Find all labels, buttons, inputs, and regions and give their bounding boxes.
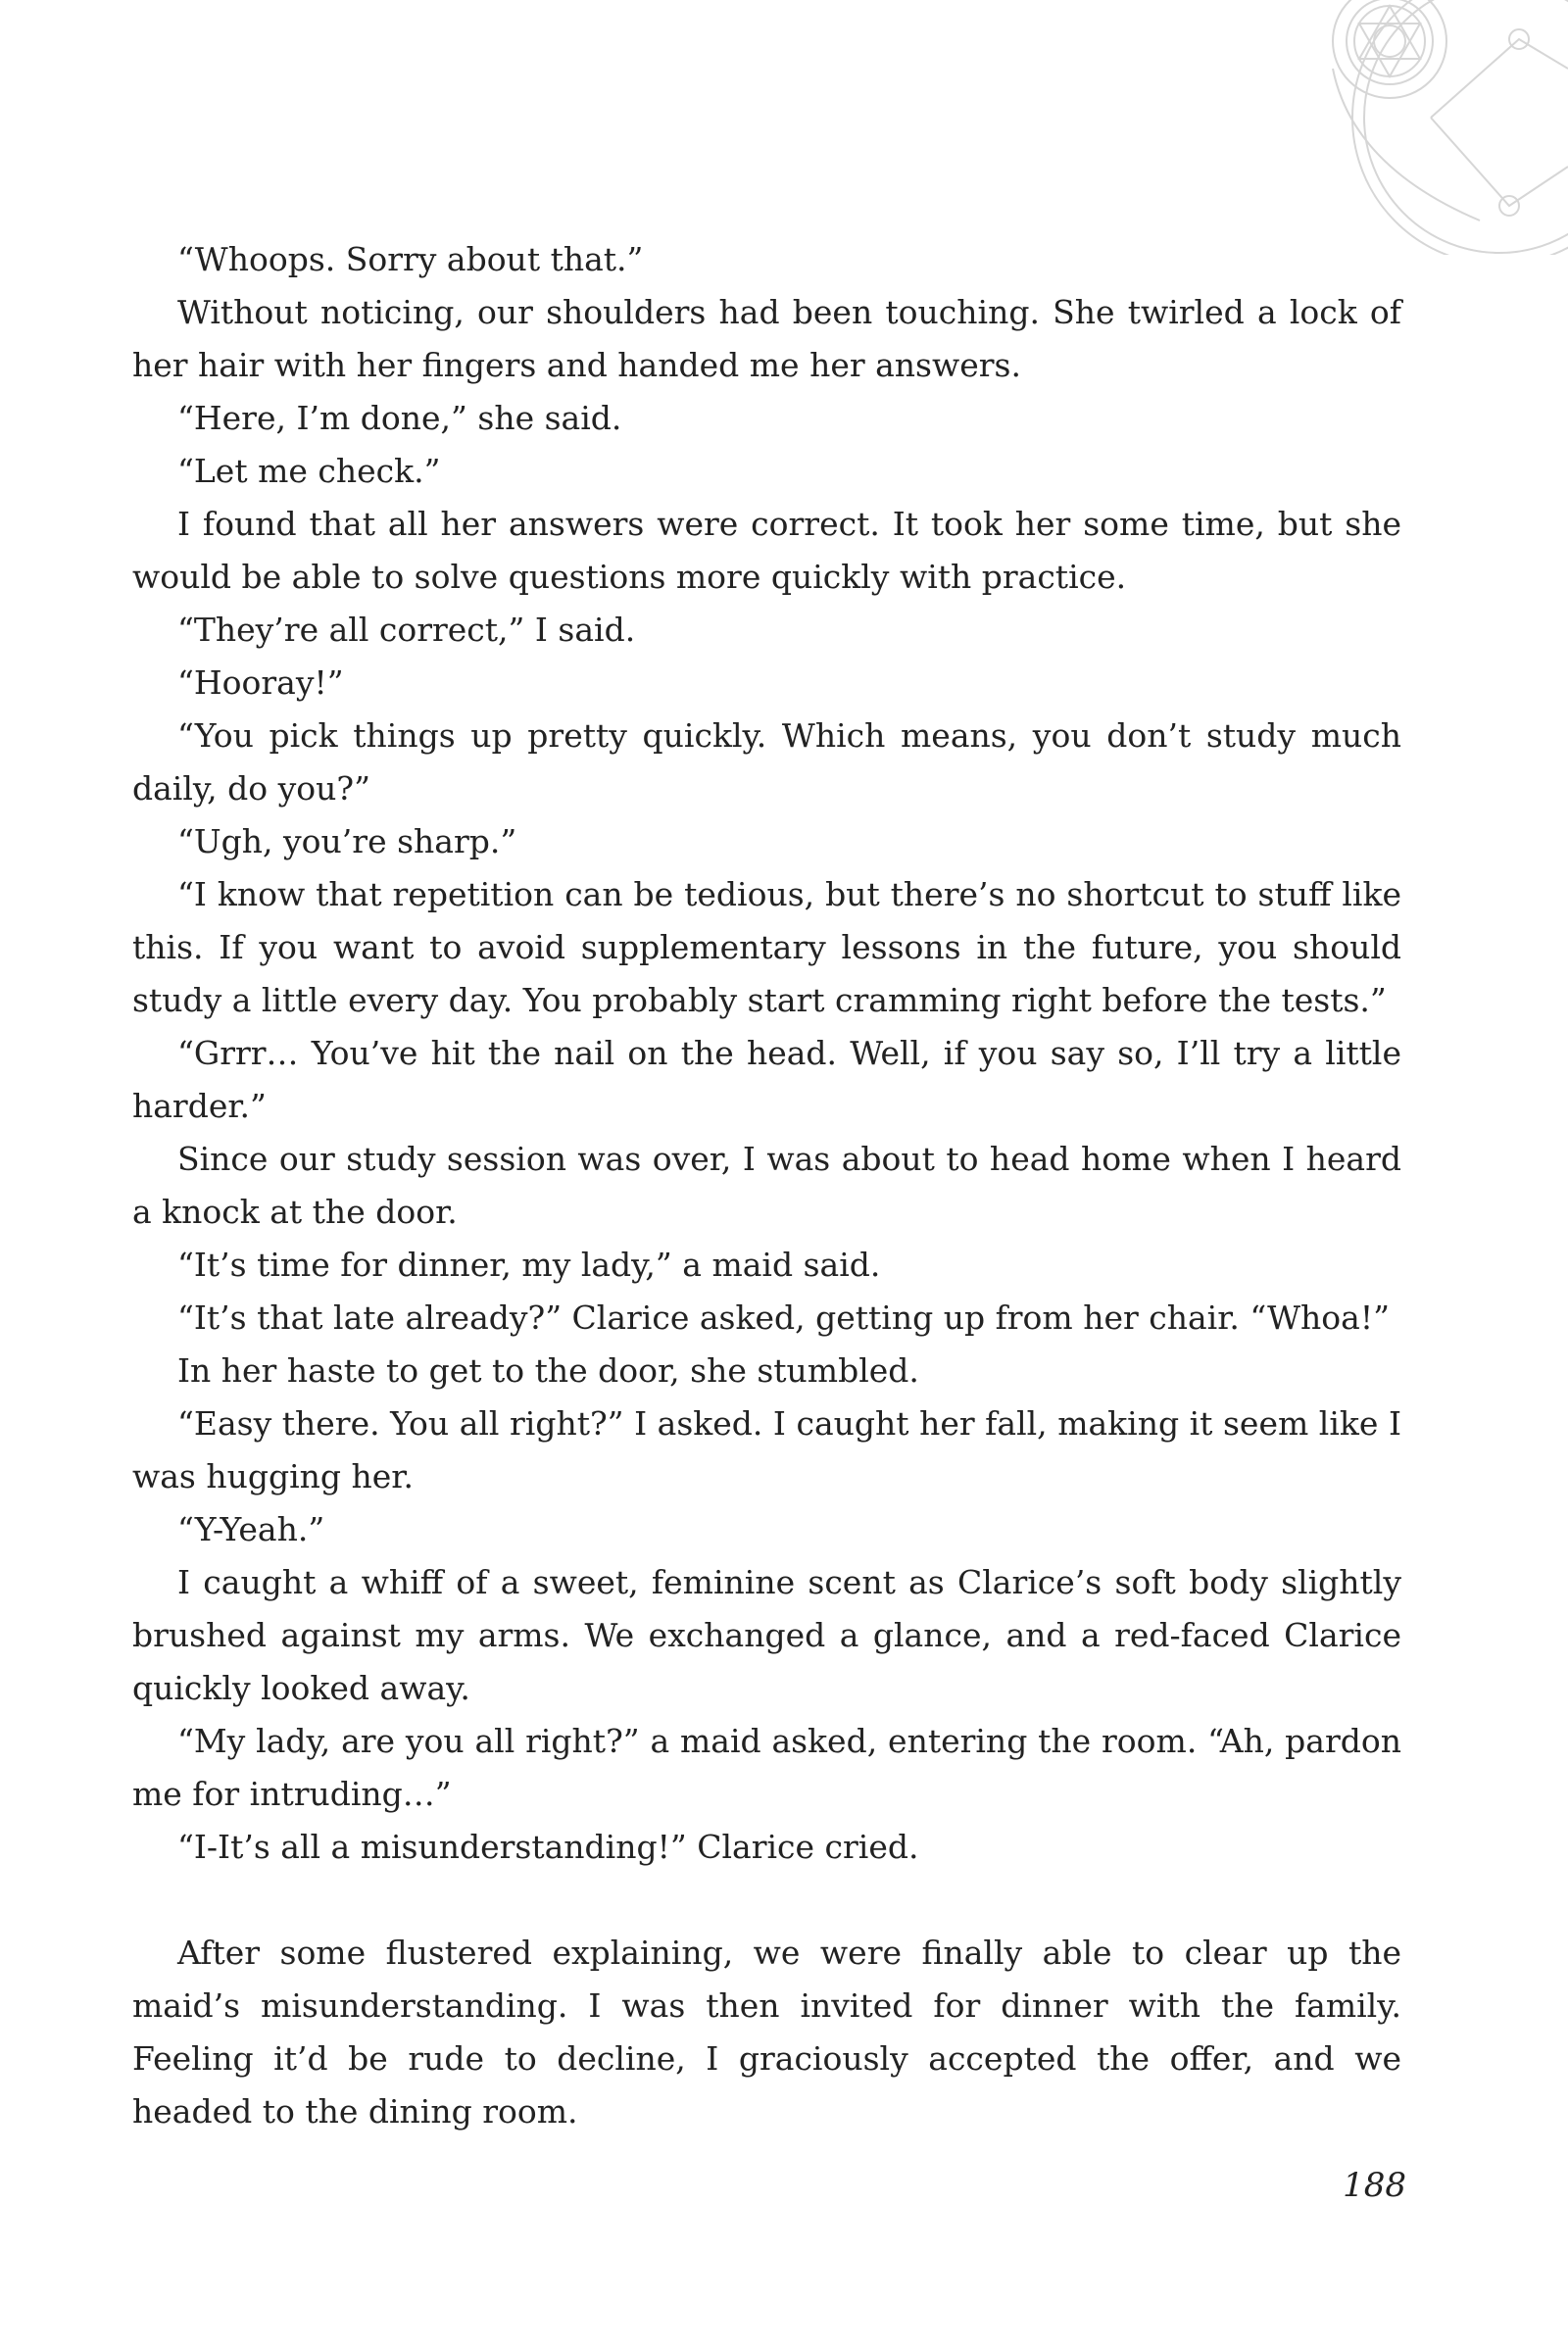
paragraph: “I know that repetition can be tedious, but there’s no shortcut to stuff like this. If you want to avoid supplementary lessons in the future, you should study a little every day. You probably start cramming right before the tests.” xyxy=(132,875,1401,1019)
paragraph: “Here, I’m done,” she said. xyxy=(177,399,622,437)
paragraph: “You pick things up pretty quickly. Which means, you don’t study much daily, do you?” xyxy=(132,716,1401,808)
magic-circle-icon xyxy=(1274,0,1568,255)
paragraph: “Let me check.” xyxy=(177,452,441,490)
body-text xyxy=(132,233,1401,2138)
paragraph: “Ugh, you’re sharp.” xyxy=(177,822,517,860)
paragraph: “It’s time for dinner, my lady,” a maid said. xyxy=(177,1246,881,1284)
paragraph: After some flustered explaining, we were finally able to clear up the maid’s misunderstanding. I was then invited for dinner with the family. Feeling it’d be rude to decline, I graciously accepted the offer, and we headed to the dining room. xyxy=(132,1934,1401,2131)
paragraph: “Easy there. You all right?” I asked. I caught her fall, making it seem like I was hugging her. xyxy=(132,1404,1401,1495)
paragraph: “It’s that late already?” Clarice asked, getting up from her chair. “Whoa!” xyxy=(177,1298,1390,1337)
paragraph: “Grrr… You’ve hit the nail on the head. Well, if you say so, I’ll try a little harder.” xyxy=(132,1034,1401,1125)
paragraph: “Whoops. Sorry about that.” xyxy=(177,240,644,278)
paragraph: In her haste to get to the door, she stumbled. xyxy=(177,1351,919,1390)
page-number: 188 xyxy=(1343,2166,1406,2205)
paragraph: I found that all her answers were correct. It took her some time, but she would be able to solve questions more quickly with practice. xyxy=(132,505,1401,596)
paragraph: Without noticing, our shoulders had been touching. She twirled a lock of her hair with her fingers and handed me her answers. xyxy=(132,293,1401,384)
paragraph: “My lady, are you all right?” a maid asked, entering the room. “Ah, pardon me for intruding…” xyxy=(132,1722,1401,1813)
paragraph: “Y-Yeah.” xyxy=(177,1510,325,1548)
paragraph: “I-It’s all a misunderstanding!” Clarice cried. xyxy=(177,1828,919,1866)
paragraph: I caught a whiff of a sweet, feminine scent as Clarice’s soft body slightly brushed against my arms. We exchanged a glance, and a red-faced Clarice quickly looked away. xyxy=(132,1563,1401,1707)
paragraph: Since our study session was over, I was about to head home when I heard a knock at the door. xyxy=(132,1140,1401,1231)
paragraph: “Hooray!” xyxy=(177,663,344,702)
paragraph: “They’re all correct,” I said. xyxy=(177,611,636,649)
